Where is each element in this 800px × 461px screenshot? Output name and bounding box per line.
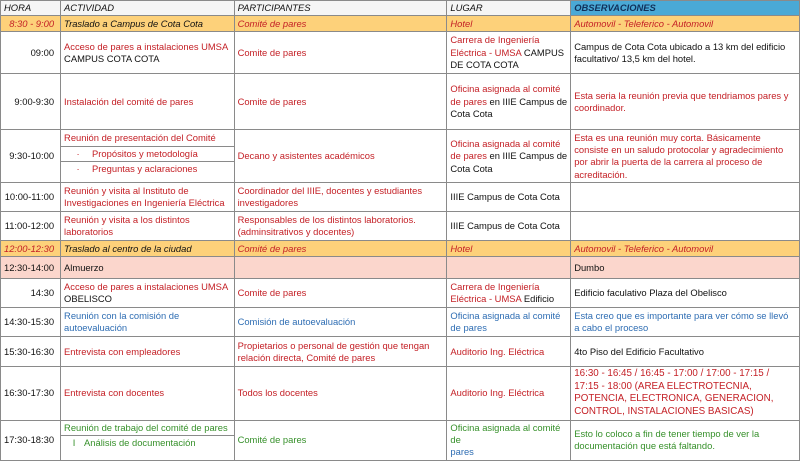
table-row [1, 308, 800, 337]
lugar-text: Oficina asignada al comité de pares [450, 83, 561, 107]
actividad-place: OBELISCO [64, 293, 112, 305]
actividad-text: Acceso de pares a instalaciones UMSA [64, 281, 229, 292]
cell-lugar[interactable]: Auditorio Ing. Eléctrica [447, 367, 571, 420]
table-row [1, 16, 800, 32]
cell-actividad[interactable]: Reunión y visita al Instituto de Investigaciones en Ingeniería Eléctrica [61, 183, 235, 212]
cell-observaciones[interactable]: Campus de Cota Cota ubicado a 13 km del edificio facultativo/ 13,5 km del hotel. [571, 32, 800, 74]
sub-item-label: Preguntas y aclaraciones [92, 163, 198, 175]
cell-participantes[interactable]: Comite de pares [234, 32, 447, 74]
lugar-place: CAMPUS DE COTA COTA [450, 46, 564, 71]
sub-item [61, 146, 234, 160]
lugar-place: Edificio [523, 293, 555, 305]
sub-item-label: Propósitos y metodología [92, 147, 198, 159]
cell-participantes[interactable]: Comisión de autoevaluación [234, 308, 447, 337]
cell-observaciones[interactable]: Edificio faculativo Plaza del Obelisco [571, 279, 800, 308]
cell-actividad[interactable] [61, 279, 235, 308]
cell-participantes[interactable]: Comité de pares [234, 420, 447, 460]
cell-observaciones[interactable]: Esta es una reunión muy corta. Básicamente consiste en un saludo protocolar y agradecimiento por abrir la puerta de la carrera al proceso de acreditación. [571, 130, 800, 183]
cell-participantes[interactable]: Comité de pares [234, 16, 447, 32]
cell-actividad[interactable]: Reunión con la comisión de autoevaluación [61, 308, 235, 337]
cell-observaciones[interactable]: Esta seria la reunión previa que tendriamos pares y coordinador. [571, 74, 800, 130]
cell-hora[interactable]: 9:30-10:00 [1, 130, 61, 183]
cell-hora[interactable]: 8:30 - 9:00 [1, 16, 61, 32]
cell-lugar[interactable] [447, 32, 571, 74]
header-lugar[interactable]: LUGAR [447, 1, 571, 16]
lugar-text: Oficina asignada al comité de [450, 421, 561, 445]
sub-item [61, 161, 234, 175]
lugar-text: Carrera de Ingeniería Eléctrica - UMSA [450, 34, 540, 58]
cell-actividad[interactable] [61, 420, 235, 460]
bullet-icon: I [72, 436, 76, 448]
table-row [1, 32, 800, 74]
cell-lugar[interactable] [447, 130, 571, 183]
cell-observaciones[interactable]: 16:30 - 16:45 / 16:45 - 17:00 / 17:00 - 17:15 / 17:15 - 18:00 (AREA ELECTROTECNIA, POTENCIA, ELECTRONICA, GENERACION, CONTROL, INSTALACIONES BASICAS) [571, 367, 800, 420]
cell-participantes[interactable]: Comite de pares [234, 279, 447, 308]
lugar-place: en IIIE Campus de Cota Cota [450, 95, 568, 120]
actividad-text: Acceso de pares a instalaciones UMSA [64, 40, 229, 52]
cell-lugar[interactable] [447, 257, 571, 279]
header-actividad[interactable]: ACTIVIDAD [61, 1, 235, 16]
cell-lugar[interactable] [447, 279, 571, 308]
cell-hora[interactable]: 14:30 [1, 279, 61, 308]
cell-hora[interactable]: 09:00 [1, 32, 61, 74]
cell-hora[interactable]: 9:00-9:30 [1, 74, 61, 130]
cell-actividad[interactable] [61, 32, 235, 74]
header-hora[interactable]: HORA [1, 1, 61, 16]
cell-observaciones[interactable]: Esta creo que es importante para ver cómo se llevó a cabo el proceso [571, 308, 800, 337]
table-row [1, 183, 800, 212]
cell-participantes[interactable]: Propietarios o personal de gestión que tengan relación directa, Comité de pares [234, 337, 447, 367]
cell-participantes[interactable]: Responsables de los distintos laboratorios.(adminsitrativos y docentes) [234, 212, 447, 241]
cell-observaciones[interactable] [571, 183, 800, 212]
header-observaciones[interactable]: OBSERVACIONES [571, 1, 800, 16]
table-row [1, 257, 800, 279]
cell-actividad[interactable]: Traslado a Campus de Cota Cota [61, 16, 235, 32]
cell-actividad[interactable] [61, 130, 235, 183]
table-row [1, 279, 800, 308]
cell-hora[interactable]: 12:30-14:00 [1, 257, 61, 279]
cell-lugar[interactable] [447, 74, 571, 130]
cell-actividad[interactable]: Instalación del comité de pares [61, 74, 235, 130]
cell-hora[interactable]: 16:30-17:30 [1, 367, 61, 420]
cell-hora[interactable]: 15:30-16:30 [1, 337, 61, 367]
table-row [1, 367, 800, 420]
actividad-text: Reunión de trabajo del comité de pares [64, 421, 228, 433]
table-row [1, 74, 800, 130]
cell-participantes[interactable]: Todos los docentes [234, 367, 447, 420]
lugar-place: pares [450, 446, 474, 458]
cell-hora[interactable]: 12:00-12:30 [1, 241, 61, 257]
cell-actividad[interactable]: Traslado al centro de la ciudad [61, 241, 235, 257]
cell-observaciones[interactable]: 4to Piso del Edificio Facultativo [571, 337, 800, 367]
cell-lugar[interactable]: Hotel [447, 241, 571, 257]
cell-lugar[interactable]: Oficina asignada al comité de pares [447, 308, 571, 337]
cell-participantes[interactable]: Comite de pares [234, 74, 447, 130]
cell-hora[interactable]: 17:30-18:30 [1, 420, 61, 460]
header-participantes[interactable]: PARTICIPANTES [234, 1, 447, 16]
actividad-place: CAMPUS COTA COTA [64, 52, 160, 64]
lugar-text: Oficina asignada al comité de pares [450, 137, 561, 162]
lugar-place: en IIIE Campus de Cota Cota [450, 150, 568, 174]
table-row [1, 420, 800, 460]
sub-item-label: Análisis de documentación [84, 436, 196, 448]
cell-actividad[interactable]: Entrevista con empleadores [61, 337, 235, 367]
cell-participantes[interactable]: Comité de pares [234, 241, 447, 257]
bullet-icon: · [76, 147, 80, 159]
cell-observaciones[interactable]: Automovil - Teleferico - Automovil [571, 241, 800, 257]
cell-actividad[interactable]: Almuerzo [61, 257, 235, 279]
table-row [1, 212, 800, 241]
table-row [1, 130, 800, 183]
cell-actividad[interactable]: Reunión y visita a los distintos laboratorios [61, 212, 235, 241]
cell-lugar[interactable] [447, 420, 571, 460]
cell-lugar[interactable]: Hotel [447, 16, 571, 32]
cell-lugar[interactable]: IIIE Campus de Cota Cota [447, 212, 571, 241]
cell-lugar[interactable]: Auditorio Ing. Eléctrica [447, 337, 571, 367]
header-row [1, 1, 800, 16]
lugar-text: Carrera de Ingeniería Eléctrica - UMSA [450, 281, 540, 305]
cell-observaciones[interactable]: Esto lo coloco a fin de tener tiempo de ver la documentación que está faltando. [571, 420, 800, 460]
table-row [1, 337, 800, 367]
cell-observaciones[interactable]: Automovil - Teleferico - Automovil [571, 16, 800, 32]
bullet-icon: · [76, 163, 80, 175]
cell-hora[interactable]: 10:00-11:00 [1, 183, 61, 212]
cell-observaciones[interactable] [571, 212, 800, 241]
cell-lugar[interactable]: IIIE Campus de Cota Cota [447, 183, 571, 212]
cell-participantes[interactable]: Coordinador del IIIE, docentes y estudiantes investigadores [234, 183, 447, 212]
cell-actividad[interactable]: Entrevista con docentes [61, 367, 235, 420]
actividad-text: Reunión de presentación del Comité [64, 132, 216, 144]
cell-hora[interactable]: 11:00-12:00 [1, 212, 61, 241]
cell-hora[interactable]: 14:30-15:30 [1, 308, 61, 337]
cell-observaciones[interactable]: Dumbo [571, 257, 800, 279]
table-row [1, 241, 800, 257]
sub-item [61, 435, 234, 449]
cell-participantes[interactable] [234, 257, 447, 279]
cell-participantes[interactable]: Decano y asistentes académicos [234, 130, 447, 183]
